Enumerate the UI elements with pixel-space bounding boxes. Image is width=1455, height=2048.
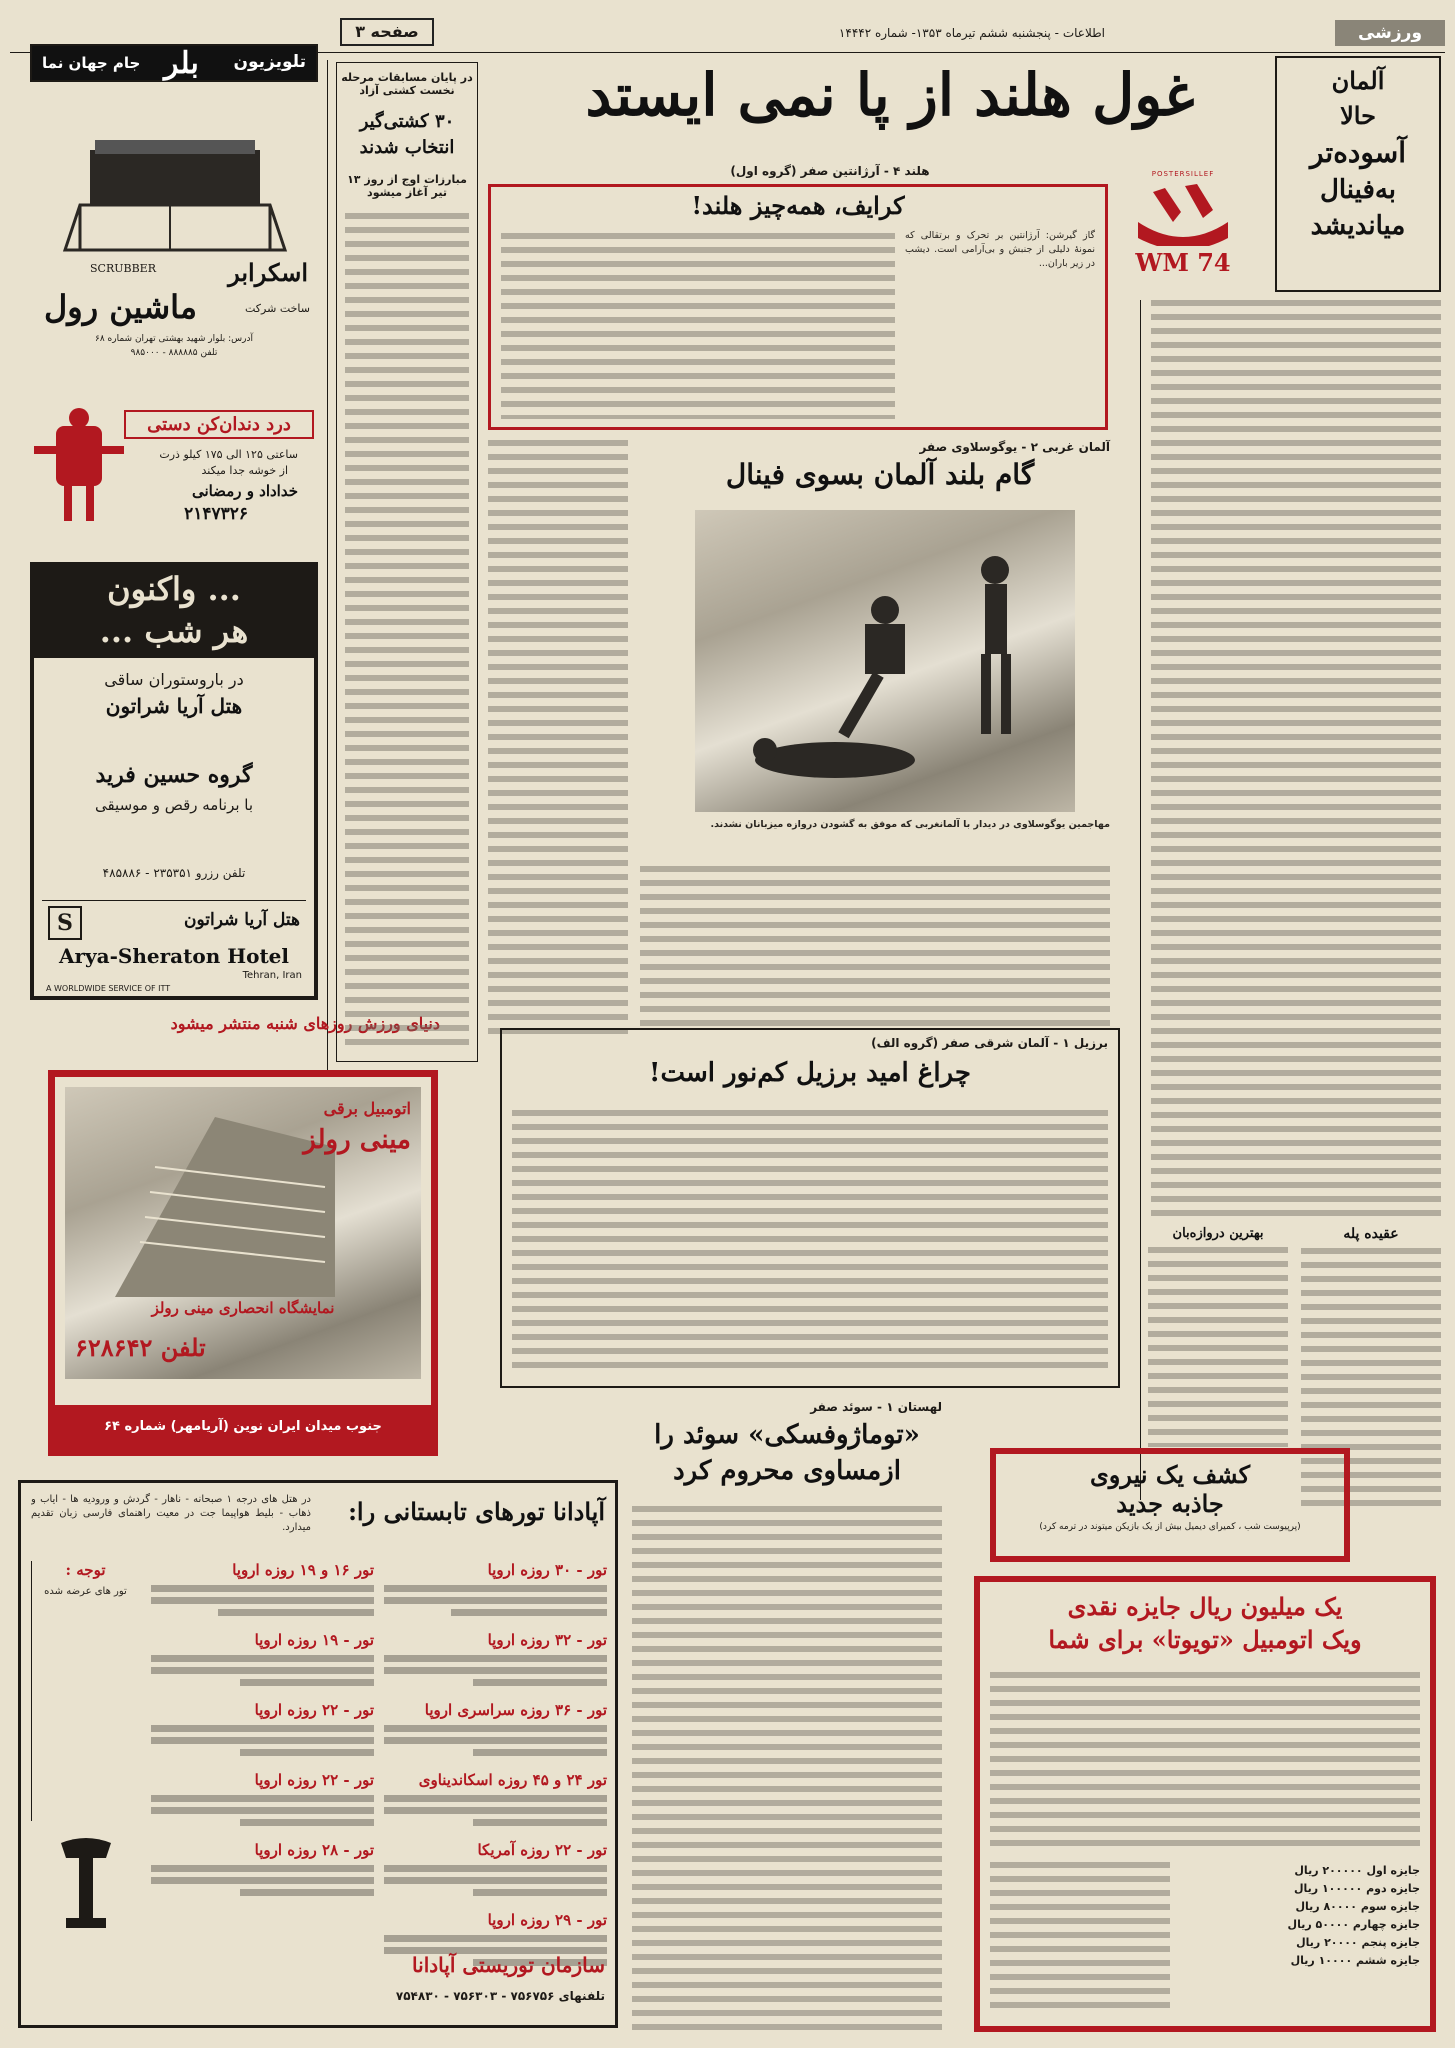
toyota-prize-list: [1180, 1862, 1420, 1970]
corn-line-1: ساعتی ۱۲۵ الی ۱۷۵ کیلو ذرت: [159, 448, 298, 461]
discovery-line-1: کشف یک نیروی: [1089, 1460, 1251, 1489]
side-headline-1: آلمان: [1331, 66, 1385, 95]
holland-body: گاز گیرشن: آرژانتین بر تحرک و برتقالی که نمونهٔ دلیلی از جنبش و بی‌آرامی است. دیشب در زیر باران...: [905, 230, 1095, 269]
tour-item: تور - ۳۲ روزه اروپا: [384, 1631, 607, 1699]
mini-rolls-tel: تلفن ۶۲۸۶۴۲: [75, 1333, 206, 1362]
ad-tv: [30, 44, 318, 82]
persepolis-column-icon: [51, 1833, 121, 1933]
toyota-line-1: یک میلیون ریال جایزه نقدی: [1067, 1592, 1343, 1621]
toyota-text: [990, 1672, 1420, 1852]
prize-item: جایزه چهارم ۵۰۰۰۰ ریال: [1287, 1918, 1420, 1931]
section-badge: ورزشی: [1335, 20, 1445, 46]
poland-text: [632, 1506, 942, 2036]
germany-lower-text: [640, 866, 1110, 1026]
sheraton-line-3: در باروستوران ساقی: [104, 670, 244, 689]
poland-headline-2: ازمساوی محروم کرد: [673, 1456, 901, 1486]
players-silhouette: [695, 510, 1075, 812]
weekly-note: دنیای ورزش روزهای شنبه منتشر میشود: [170, 1014, 440, 1033]
ad-apadana: [18, 1480, 618, 2028]
scrubber-maker: ساخت شرکت: [245, 302, 310, 315]
corn-line-2: از خوشه جدا میکند: [201, 464, 288, 477]
tour-item: تور - ۳۶ روزه سراسری اروپا: [384, 1701, 607, 1769]
best-keeper-text: [1148, 1247, 1288, 1447]
scrubber-en: SCRUBBER: [90, 262, 156, 275]
sheraton-name-fa: هتل آریا شراتون: [184, 910, 300, 930]
dateline: اطلاعات - پنجشنبه ششم تیرماه ۱۳۵۳- شماره ۱۴۴۴۲: [838, 26, 1105, 40]
germany-headline: گام بلند آلمان بسوی فینال: [725, 458, 1035, 491]
brazil-headline: چراغ امید برزیل کم‌نور است!: [649, 1058, 971, 1088]
corn-machine-icon: [34, 406, 124, 531]
ad-sheraton: [30, 562, 318, 1000]
scrubber-title: اسکرابر: [228, 258, 308, 287]
tour-item: تور ۲۴ و ۴۵ روزه اسکاندیناوی: [384, 1771, 607, 1839]
brazil-score: برزیل ۱ - آلمان شرقی صفر (گروه الف): [871, 1036, 1108, 1050]
left-col-rule: [327, 60, 328, 1070]
side-headline-2: حالا: [1340, 101, 1376, 130]
best-keeper: [1148, 1226, 1288, 1447]
ad-corn: [30, 396, 318, 538]
ad-scrubber: [30, 90, 318, 380]
wm74-label: WM 74: [1135, 248, 1231, 277]
apadana-tours: [151, 1561, 607, 1941]
prize-item: جایزه پنجم ۲۰۰۰۰ ریال: [1296, 1936, 1420, 1949]
wrestling-text: [345, 213, 469, 1051]
corn-title: درد دندان‌کن دستی: [124, 410, 314, 439]
tour-item: تور - ۲۹ روزه اروپا: [384, 1911, 607, 1979]
match-photo: [695, 510, 1075, 812]
wrestling-sub: مبارزات اوج از روز ۱۳ تیر آغاز میشود: [347, 173, 467, 199]
prize-item: جایزه اول ۲۰۰۰۰۰ ریال: [1294, 1864, 1420, 1877]
sheraton-line-4: هتل آریا شراتون: [105, 694, 243, 718]
holland-story-box: [488, 184, 1108, 430]
toyota-box: [974, 1576, 1436, 2032]
brazil-story-box: [500, 1028, 1120, 1388]
tour-item: تور - ۳۰ روزه اروپا: [384, 1561, 607, 1629]
discovery-sub: (پرپیوست شب ، کمیرای دیمیل بیش از یک بازیکن میتوند در ترمه کرد): [1039, 1522, 1301, 1532]
sheraton-name-en: Arya-Sheraton Hotel: [58, 944, 290, 968]
prize-item: جایزه دوم ۱۰۰۰۰۰ ریال: [1294, 1882, 1420, 1895]
side-headline-5: میاندیشد: [1310, 211, 1406, 241]
mini-rolls-line-3: نمایشگاه انحصاری مینی رولز: [151, 1299, 335, 1317]
prize-item: جایزه ششم ۱۰۰۰۰ ریال: [1290, 1954, 1420, 1967]
sheraton-city: Tehran, Iran: [242, 970, 302, 981]
main-headline: غول هلند از پا نمی ایستد: [585, 61, 1195, 129]
discovery-line-2: جاذبه جدید: [1116, 1489, 1224, 1518]
brazil-text: [512, 1110, 1108, 1376]
toyota-line-2: ویک اتومبیل «تویوتا» برای شما: [1048, 1625, 1362, 1654]
wrestling-headline-1: ۳۰ کشتی‌گیر: [359, 111, 455, 132]
tv-brand: بلر: [164, 46, 199, 81]
mini-rolls-address: جنوب میدان ایران نوین (آریامهر) شماره ۶۴: [55, 1405, 431, 1449]
germany-left-text: [488, 440, 628, 1040]
apadana-note: تور های عرضه شده: [44, 1586, 127, 1597]
tour-item: تور - ۲۲ روزه اروپا: [151, 1771, 374, 1839]
wrestling-headline-2: انتخاب شدند: [359, 137, 455, 158]
sheraton-itt: A WORLDWIDE SERVICE OF ITT: [46, 984, 171, 993]
sheraton-rule: [42, 900, 306, 901]
ad-mini-rolls: [48, 1070, 438, 1456]
sheraton-line-6: با برنامه رقص و موسیقی: [94, 796, 254, 814]
match-photo-caption: مهاجمین یوگوسلاوی در دیدار با آلمانغربی که موفق به گشودن دروازه میزبانان نشدند.: [710, 819, 1110, 830]
wrestling-column: [336, 62, 478, 1062]
pele-title: عقیده پله: [1343, 1226, 1399, 1242]
holland-text-lines: [501, 233, 895, 419]
germany-score: آلمان غربی ۲ - یوگوسلاوی صفر: [919, 440, 1110, 454]
prize-item: جایزه سوم ۸۰۰۰۰ ریال: [1295, 1900, 1420, 1913]
sheraton-logo-icon: S: [48, 906, 82, 940]
side-headline-box: [1275, 56, 1441, 292]
wm74-logo-top: POSTERSILLEF: [1151, 170, 1215, 178]
tour-item: تور - ۲۲ روزه آمریکا: [384, 1841, 607, 1909]
corn-tel: ۲۱۴۷۳۲۶: [184, 504, 248, 524]
apadana-tel: تلفنهای ۷۵۶۷۵۶ - ۷۵۶۳۰۳ - ۷۵۴۸۳۰: [395, 1989, 605, 2003]
discovery-box: [990, 1448, 1350, 1562]
side-headline-3: آسوده‌تر: [1309, 136, 1407, 169]
sheraton-line-5: گروه حسین فرید: [95, 762, 253, 788]
tour-item: تور - ۲۸ روزه اروپا: [151, 1841, 374, 1909]
mini-rolls-line-1: اتومبیل برقی: [323, 1099, 411, 1118]
scrubber-brand: ماشین رول: [44, 288, 198, 326]
apadana-note-title: توجه :: [65, 1561, 106, 1579]
page-number: صفحه ۳: [340, 18, 434, 46]
scrubber-address: آدرس: بلوار شهید بهشتی تهران شماره ۶۸: [95, 334, 253, 344]
wm74-emblem-icon: [1133, 182, 1233, 246]
best-keeper-title: بهترین دروازه‌بان: [1172, 1226, 1264, 1241]
poland-headline-1: «توماژوفسکی» سوئد را: [654, 1420, 920, 1450]
sheraton-line-1: ... واکنون: [107, 570, 241, 608]
sheraton-tel: تلفن رزرو ۲۳۵۳۵۱ - ۴۸۵۸۸۶: [102, 866, 246, 880]
wm74-logo: [1128, 170, 1238, 280]
apadana-note-box: [31, 1561, 139, 1821]
scrubber-machine-icon: [60, 130, 290, 260]
holland-score: هلند ۴ - آرژانتین صفر (گروه اول): [730, 164, 930, 178]
side-headline-4: به‌فینال: [1319, 175, 1397, 205]
right-col-rule: [1140, 300, 1141, 1500]
tv-label-1: تلویزیون: [233, 52, 306, 72]
tour-item: تور - ۱۹ روزه اروپا: [151, 1631, 374, 1699]
scrubber-tel: تلفن ۸۸۸۸۸۵ - ۹۸۵۰۰۰: [130, 348, 218, 358]
toyota-text-2: [990, 1862, 1170, 2012]
germany-column-text: [1151, 300, 1441, 1220]
corn-brand: خداداد و رمضانی: [191, 482, 298, 500]
sheraton-top: [34, 566, 314, 658]
poland-story: [632, 1396, 942, 2036]
apadana-title: آپادانا تورهای تابستانی را:: [348, 1497, 605, 1526]
apadana-intro: در هتل های درجه ۱ صبحانه - ناهار - گردش و ورودیه ها - ایاب و ذهاب - بلیط هواپیما جت در معیت راهنمای فارسی زبان تقدیم میدارد.: [31, 1494, 311, 1533]
apadana-org: سازمان توریستی آپادانا: [412, 1953, 605, 1977]
tv-label-2: جام جهان نما: [42, 54, 141, 72]
poland-score: لهستان ۱ - سوئد صفر: [810, 1400, 942, 1414]
mini-rolls-line-2: مینی رولز: [303, 1125, 411, 1155]
tour-item: تور ۱۶ و ۱۹ روزه اروپا: [151, 1561, 374, 1629]
sheraton-line-2: هر شب ...: [99, 612, 249, 650]
tour-item: تور - ۲۲ روزه اروپا: [151, 1701, 374, 1769]
holland-subhead: کرایف، همه‌چیز هلند!: [691, 191, 905, 220]
wrestling-kicker: در پایان مسابقات مرحله نخست کشتی آزاد: [341, 71, 473, 97]
